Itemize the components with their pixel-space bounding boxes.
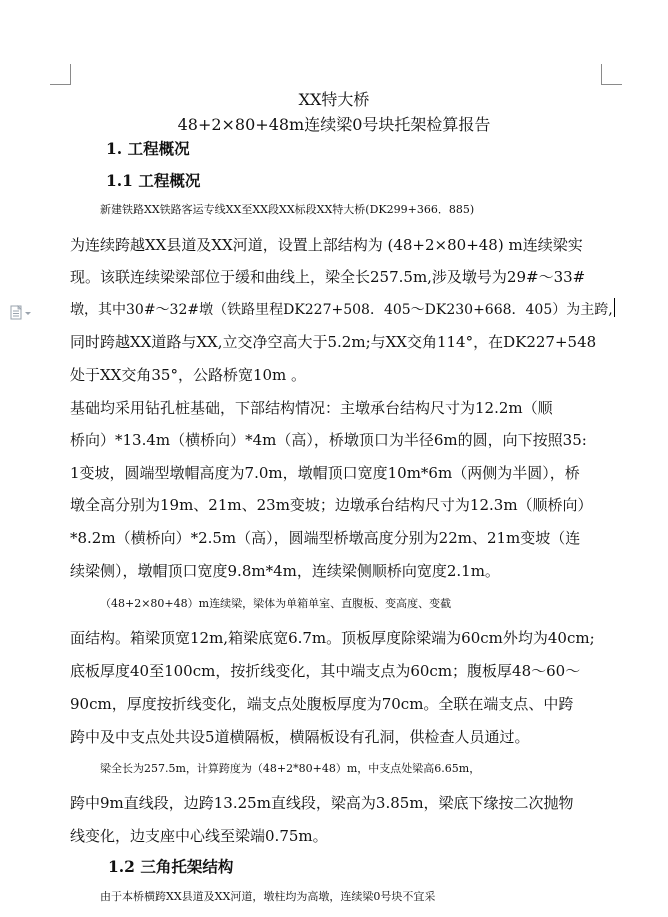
body-line: （48+2×80+48）m连续梁，梁体为单箱单室、直腹板、变高度、变截 — [100, 597, 452, 610]
paragraph-options-icon[interactable] — [10, 305, 36, 321]
body-line: 梁全长为257.5m，计算跨度为（48+2*80+48）m，中支点处梁高6.65m， — [100, 762, 481, 775]
body-line: 为连续跨越XX县道及XX河道，设置上部结构为 (48+2×80+48) m连续梁实 — [70, 236, 583, 254]
body-line: 桥向）*13.4m（横桥向）*4m（高），桥墩顶口为半径6m的圆，向下按照35: — [70, 431, 587, 449]
body-line: 底板厚度40至100cm，按折线变化，其中端支点为60cm；腹板厚48～60～ — [70, 662, 581, 680]
body-line: 处于XX交角35°，公路桥宽10m 。 — [70, 366, 307, 384]
body-line: 同时跨越XX道路与XX,立交净空高大于5.2m;与XX交角114°，在DK227+548 — [70, 333, 597, 351]
body-line: 面结构。箱梁顶宽12m,箱梁底宽6.7m。顶板厚度除梁端为60cm外均为40cm; — [70, 629, 595, 647]
body-line: 新建铁路XX铁路客运专线XX至XX段XX标段XX特大桥(DK299+366．885) — [100, 203, 475, 216]
document-subtitle: 48+2×80+48m连续梁0号块托架检算报告 — [177, 115, 491, 134]
body-line: 现。该联连续梁梁部位于缓和曲线上，梁全长257.5m,涉及墩号为29#～33# — [70, 268, 586, 286]
body-line: 90cm，厚度按折线变化，端支点处腹板厚度为70cm。全联在端支点、中跨 — [70, 695, 574, 713]
body-line: 墩，其中30#～32#墩（铁路里程DK227+508．405～DK230+668．405）为主跨, — [70, 298, 615, 319]
body-line: 跨中9m直线段，边跨13.25m直线段，梁高为3.85m，梁底下缘按二次抛物 — [70, 794, 574, 812]
body-line: 墩全高分别为19m、21m、23m变坡；边墩承台结构尺寸为12.3m（顺桥向） — [70, 496, 593, 514]
body-line: 跨中及中支点处共设5道横隔板，横隔板设有孔洞，供检查人员通过。 — [70, 728, 530, 746]
page-corner-mark-top-right — [601, 64, 622, 85]
body-line: 线变化，边支座中心线至梁端0.75m。 — [70, 827, 328, 845]
body-line: 续梁侧），墩帽顶口宽度9.8m*4m，连续梁侧顺桥向宽度2.1m。 — [70, 562, 500, 580]
text-cursor — [614, 298, 615, 317]
section-heading-1: 1. 工程概况 — [106, 139, 190, 158]
body-line: 1变坡，圆端型墩帽高度为7.0m，墩帽顶口宽度10m*6m（两侧为半圆），桥 — [70, 464, 580, 482]
section-heading-1-2: 1.2 三角托架结构 — [108, 857, 234, 876]
document-title: XX特大桥 — [298, 90, 370, 109]
section-heading-1-1: 1.1 工程概况 — [106, 171, 201, 190]
body-line: *8.2m（横桥向）*2.5m（高），圆端型桥墩高度分别为22m、21m变坡（连 — [70, 529, 581, 547]
body-line: 基础均采用钻孔桩基础，下部结构情况：主墩承台结构尺寸为12.2m（顺 — [70, 399, 553, 417]
page-corner-mark-top-left — [50, 64, 71, 85]
body-line: 由于本桥横跨XX县道及XX河道，墩柱均为高墩，连续梁0号块不宜采 — [100, 890, 436, 903]
